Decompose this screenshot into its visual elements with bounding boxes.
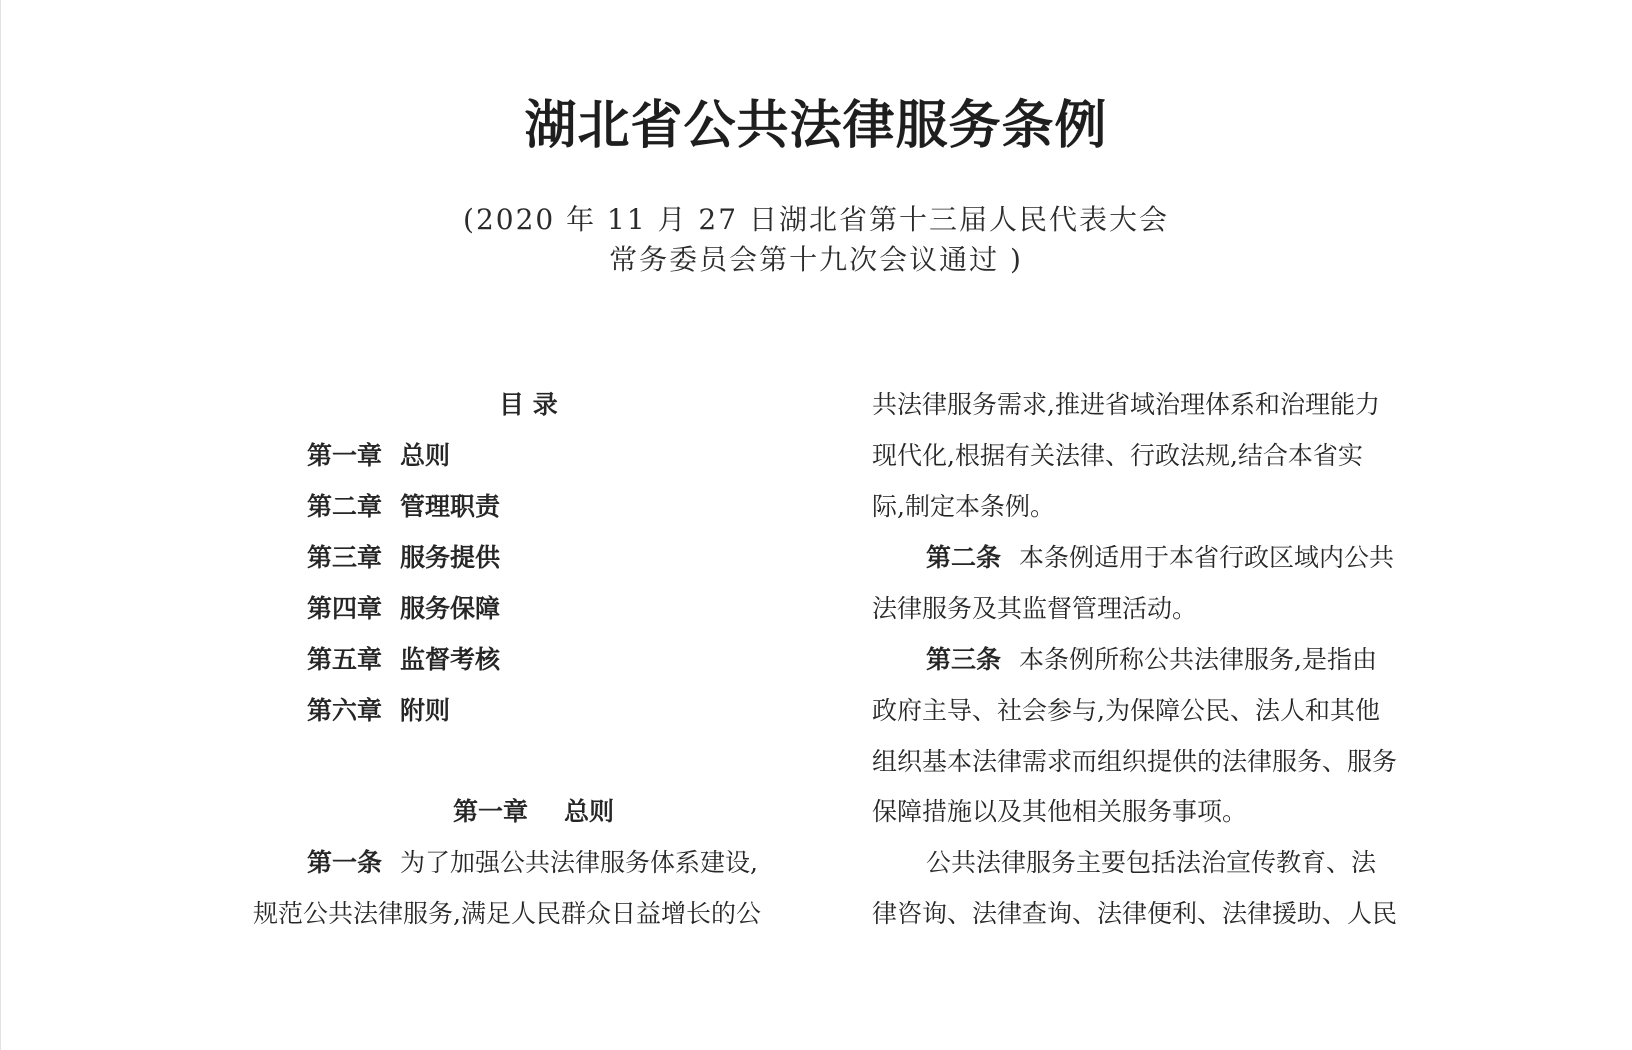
article-3-line-2: 政府主导、社会参与,为保障公民、法人和其他 — [872, 696, 1380, 725]
toc-chapter-name: 管理职责 — [400, 492, 501, 521]
toc-chapter-number: 第三章 — [307, 543, 383, 572]
subtitle-line-1: (2020 年 11 月 27 日湖北省第十三届人民代表大会 — [463, 203, 1169, 236]
toc-chapter-name: 服务保障 — [400, 594, 501, 623]
toc-chapter-name: 监督考核 — [400, 645, 501, 674]
toc-chapter-number: 第四章 — [307, 594, 383, 623]
toc-item[interactable] — [307, 691, 450, 731]
document-title: 湖北省公共法律服务条例 — [524, 96, 1108, 156]
article-1-line-1 — [253, 843, 758, 883]
chapter-heading — [453, 792, 614, 832]
document-subtitle — [0, 200, 1632, 280]
article-2-line-2: 法律服务及其监督管理活动。 — [872, 594, 1198, 623]
chapter-number: 第一章 — [453, 797, 529, 826]
toc-chapter-name: 附则 — [400, 696, 451, 725]
toc-chapter-number: 第六章 — [307, 696, 383, 725]
article-3-line-4: 保障措施以及其他相关服务事项。 — [872, 797, 1248, 826]
toc-heading: 目 录 — [499, 390, 558, 419]
article-1-line-2: 规范公共法律服务,满足人民群众日益增长的公 — [253, 899, 761, 928]
article-label: 第三条 — [926, 645, 1002, 674]
article-3-line-1 — [872, 640, 1377, 680]
chapter-name: 总则 — [564, 797, 615, 826]
article-1-line-3: 共法律服务需求,推进省域治理体系和治理能力 — [872, 390, 1380, 419]
toc-chapter-name: 服务提供 — [400, 543, 501, 572]
article-text: 本条例适用于本省行政区域内公共 — [1019, 543, 1395, 572]
article-1-line-5: 际,制定本条例。 — [872, 492, 1055, 521]
subtitle-line-2: 常务委员会第十九次会议通过 ) — [609, 243, 1023, 276]
article-3-para-2-line-2: 律咨询、法律查询、法律便利、法律援助、人民 — [872, 899, 1398, 928]
article-label: 第二条 — [926, 543, 1002, 572]
article-text: 为了加强公共法律服务体系建设, — [400, 848, 758, 877]
article-1-line-4: 现代化,根据有关法律、行政法规,结合本省实 — [872, 441, 1363, 470]
toc-chapter-number: 第五章 — [307, 645, 383, 674]
toc-item[interactable] — [307, 436, 450, 476]
toc-chapter-number: 第二章 — [307, 492, 383, 521]
article-2-line-1 — [872, 538, 1394, 578]
toc-chapter-number: 第一章 — [307, 441, 383, 470]
toc-item[interactable] — [307, 640, 500, 680]
article-label: 第一条 — [307, 848, 383, 877]
toc-item[interactable] — [307, 538, 500, 578]
article-3-line-3: 组织基本法律需求而组织提供的法律服务、服务 — [872, 747, 1398, 776]
toc-item[interactable] — [307, 589, 500, 629]
article-text: 本条例所称公共法律服务,是指由 — [1019, 645, 1377, 674]
toc-item[interactable] — [307, 487, 500, 527]
toc-chapter-name: 总则 — [400, 441, 451, 470]
article-3-para-2-line-1: 公共法律服务主要包括法治宣传教育、法 — [926, 848, 1377, 877]
